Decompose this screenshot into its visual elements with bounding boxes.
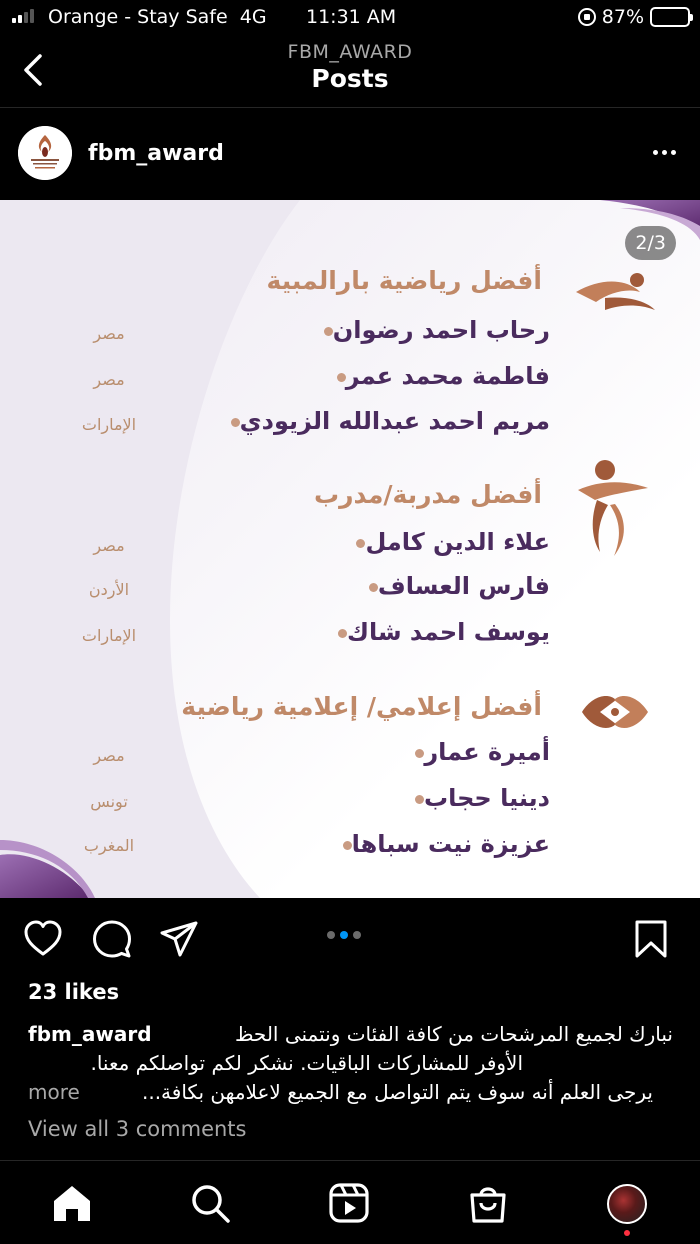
battery-percent: 87% [601, 6, 644, 28]
nominee-name [323, 362, 550, 390]
nominee-text: فارس العساف [377, 572, 550, 600]
bullet-icon [337, 373, 346, 382]
reels-icon[interactable] [327, 1181, 371, 1225]
nominee-text: دينيا حجاب [423, 784, 550, 812]
nominee-country: مصر [93, 370, 125, 389]
orientation-lock-icon [578, 8, 596, 26]
nominee-country: مصر [93, 536, 125, 555]
caption-line: نبارك لجميع المرشحات من كافة الفئات ونتمنى الحظ [234, 1022, 673, 1046]
network-type: 4G [239, 6, 267, 28]
nominee-name [324, 618, 550, 646]
nominee-country: المغرب [83, 836, 135, 855]
search-icon[interactable] [188, 1181, 232, 1225]
nominee-text: فاطمة محمد عمر [345, 362, 550, 390]
bullet-icon [415, 749, 424, 758]
post-header [0, 108, 700, 200]
carousel-dot [353, 931, 361, 939]
nominee-name [401, 738, 550, 766]
bookmark-icon[interactable] [630, 918, 672, 960]
avatar[interactable] [18, 126, 72, 180]
nominee-name [217, 407, 550, 435]
caption-more-link[interactable]: more [28, 1080, 80, 1104]
nominee-name [401, 784, 550, 812]
nominee-country: الإمارات [81, 415, 137, 434]
header-account: FBM_AWARD [287, 41, 413, 63]
heart-icon[interactable] [22, 918, 64, 960]
caption-line: .الأوفر للمشاركات الباقيات. نشكر لكم تواصلكم معنا [90, 1051, 523, 1075]
post-actions [0, 898, 700, 978]
carousel-dot [340, 931, 348, 939]
status-time: 11:31 AM [306, 6, 397, 28]
caption-username[interactable]: fbm_award [28, 1022, 152, 1046]
status-bar [0, 0, 700, 36]
fbm-logo-icon [18, 126, 72, 180]
status-right [578, 6, 690, 28]
bullet-icon [231, 418, 240, 427]
page-title: Posts [311, 64, 389, 93]
nominee-country: تونس [90, 792, 128, 811]
more-icon[interactable] [653, 150, 676, 155]
category-title: أفضل رياضية بارالمبية [266, 266, 542, 295]
bullet-icon [369, 583, 378, 592]
carousel-dot [327, 931, 335, 939]
shop-icon[interactable] [466, 1181, 510, 1225]
para-athlete-icon [576, 273, 655, 310]
caption-line: يرجى العلم أنه سوف يتم التواصل مع الجميع لاعلامهن بكافة... [141, 1080, 653, 1104]
likes-count[interactable]: 23 likes [28, 980, 120, 1004]
nominee-name [355, 572, 550, 600]
bullet-icon [338, 629, 347, 638]
nominee-country: الأردن [88, 580, 130, 599]
category-title: أفضل إعلامي/ إعلامية رياضية [181, 692, 542, 721]
comment-icon[interactable] [91, 918, 133, 960]
top-header [0, 36, 700, 108]
battery-icon [650, 7, 690, 27]
carrier-label [48, 6, 267, 28]
signal-icon [12, 9, 34, 23]
post-image[interactable] [0, 200, 700, 898]
nominee-country: الإمارات [81, 626, 137, 645]
carousel-indicator [327, 931, 361, 939]
carrier-name: Orange - Stay Safe [48, 6, 228, 28]
notification-dot [624, 1230, 630, 1236]
profile-avatar[interactable] [607, 1184, 647, 1224]
image-counter: 2/3 [625, 226, 676, 260]
bullet-icon [324, 327, 333, 336]
coach-icon [578, 460, 648, 556]
media-icon [582, 696, 648, 728]
nominee-text: يوسف احمد شاك [346, 618, 550, 646]
nominee-text: مريم احمد عبدالله الزيودي [239, 407, 550, 435]
home-icon[interactable] [50, 1181, 94, 1225]
nominee-country: مصر [93, 324, 125, 343]
post-username[interactable]: fbm_award [88, 141, 224, 166]
bullet-icon [343, 841, 352, 850]
nominee-text: علاء الدين كامل [365, 528, 550, 556]
share-icon[interactable] [158, 918, 200, 960]
category-title: أفضل مدربة/مدرب [313, 480, 542, 509]
view-comments-link[interactable]: View all 3 comments [28, 1117, 247, 1141]
nominee-text: رحاب احمد رضوان [332, 316, 550, 344]
nominee-text: أميرة عمار [424, 738, 550, 766]
bottom-nav [0, 1160, 700, 1244]
nominee-name [310, 316, 550, 344]
bullet-icon [415, 795, 424, 804]
nominee-name [329, 830, 550, 858]
nominee-text: عزيزة نيت سباها [351, 830, 550, 858]
nominee-name [342, 528, 550, 556]
nominee-country: مصر [93, 746, 125, 765]
